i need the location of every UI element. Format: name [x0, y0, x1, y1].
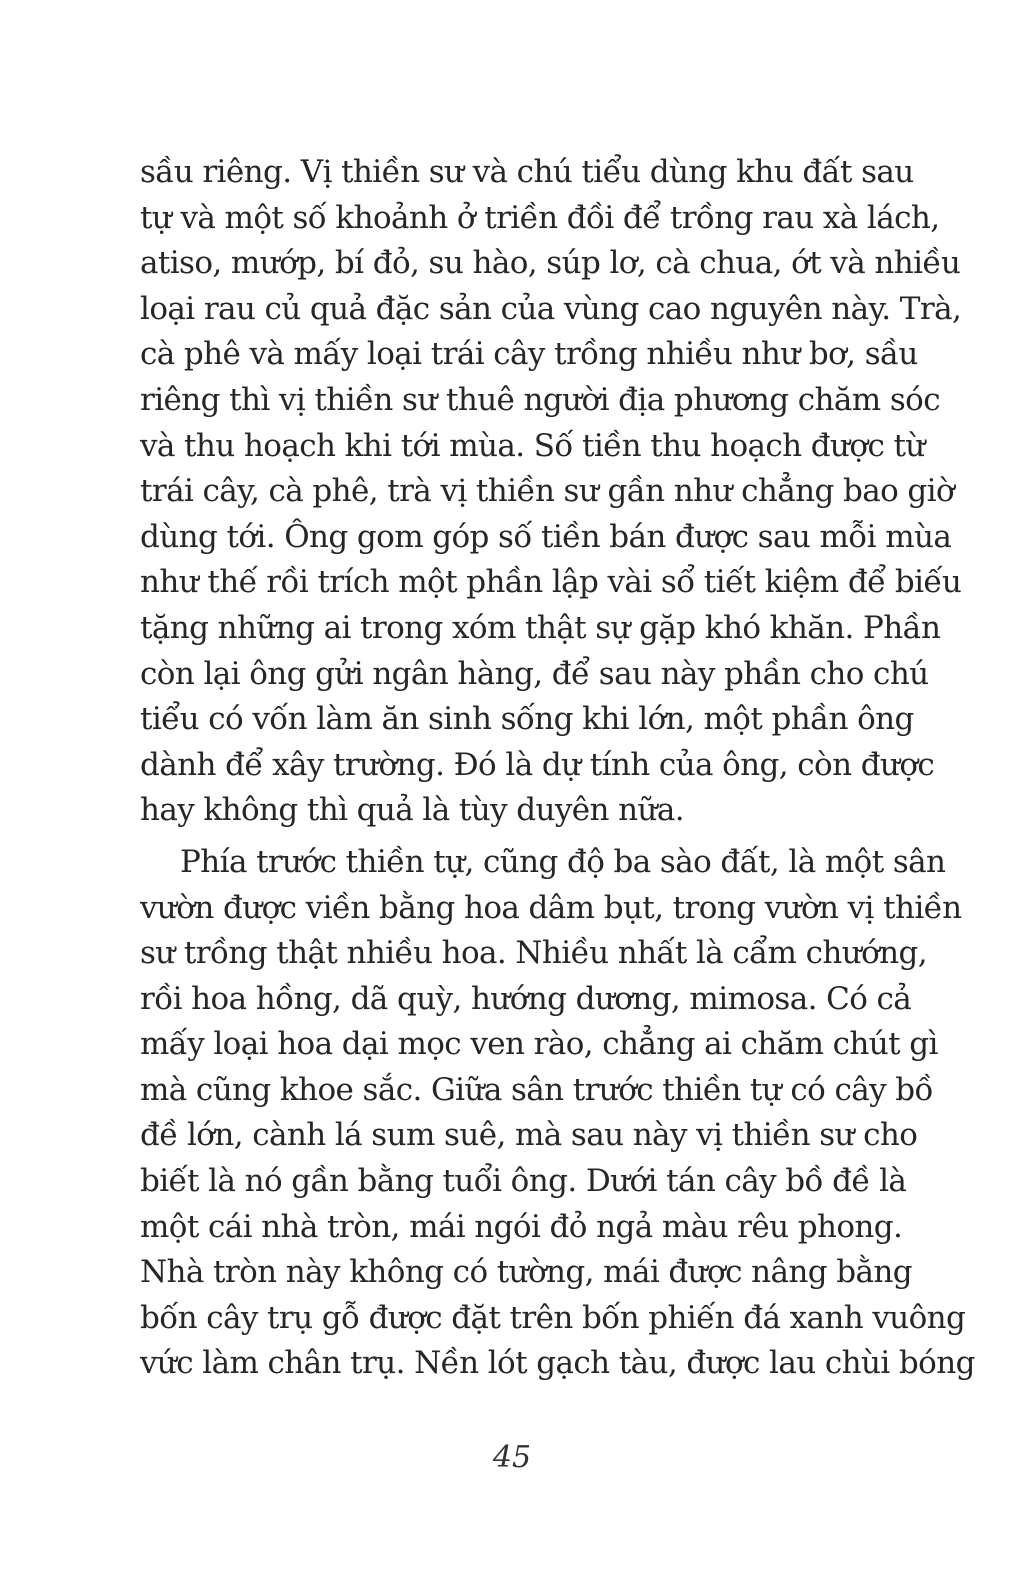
text-line: biết là nó gần bằng tuổi ông. Dưới tán cây bồ đề là [140, 1163, 907, 1200]
text-line: riêng thì vị thiền sư thuê người địa phương chăm sóc [140, 381, 940, 418]
text-line: dành để xây trường. Đó là dự tính của ông, còn được [140, 746, 935, 783]
text-line: dùng tới. Ông gom góp số tiền bán được sau mỗi mùa [140, 518, 952, 555]
text-line: tặng những ai trong xóm thật sự gặp khó khăn. Phần [140, 609, 941, 646]
text-line: cà phê và mấy loại trái cây trồng nhiều như bơ, sầu [140, 336, 918, 373]
text-line: một cái nhà tròn, mái ngói đỏ ngả màu rêu phong. [140, 1208, 903, 1245]
text-line: như thế rồi trích một phần lập vài sổ tiết kiệm để biếu [140, 564, 962, 601]
text-line: còn lại ông gửi ngân hàng, để sau này phần cho chú [140, 655, 929, 692]
text-line: mấy loại hoa dại mọc ven rào, chẳng ai chăm chút gì [140, 1026, 938, 1063]
page-number: 45 [492, 1440, 532, 1475]
text-line: sầu riêng. Vị thiền sư và chú tiểu dùng khu đất sau [140, 154, 914, 190]
text-line: rồi hoa hồng, dã quỳ, hướng dương, mimosa. Có cả [140, 980, 912, 1017]
text-line: hay không thì quả là tùy duyên nữa. [140, 792, 685, 829]
text-line: đề lớn, cành lá sum suê, mà sau này vị thiền sư cho [140, 1117, 918, 1154]
text-line: bốn cây trụ gỗ được đặt trên bốn phiến đá xanh vuông [140, 1299, 966, 1336]
text-line: tiểu có vốn làm ăn sinh sống khi lớn, một phần ông [140, 701, 914, 738]
body-text [140, 150, 975, 1387]
text-line: mà cũng khoe sắc. Giữa sân trước thiền tự có cây bồ [140, 1071, 933, 1108]
text-line: và thu hoạch khi tới mùa. Số tiền thu hoạch được từ [140, 427, 925, 464]
text-line: trái cây, cà phê, trà vị thiền sư gần như chẳng bao giờ [140, 473, 955, 510]
text-line: atiso, mướp, bí đỏ, su hào, súp lơ, cà chua, ớt và nhiều [140, 245, 961, 282]
paragraph-2 [140, 840, 975, 1387]
text-line: vức làm chân trụ. Nền lót gạch tàu, được lau chùi bóng [140, 1345, 975, 1382]
text-line: Phía trước thiền tự, cũng độ ba sào đất, là một sân [180, 843, 946, 880]
text-line: vườn được viền bằng hoa dâm bụt, trong vườn vị thiền [140, 889, 962, 926]
text-line: Nhà tròn này không có tường, mái được nâng bằng [140, 1254, 912, 1291]
text-line: tự và một số khoảnh ở triền đồi để trồng rau xà lách, [140, 199, 940, 236]
paragraph-1 [140, 150, 962, 834]
text-line: loại rau củ quả đặc sản của vùng cao nguyên này. Trà, [140, 290, 962, 327]
text-line: sư trồng thật nhiều hoa. Nhiều nhất là cẩm chướng, [140, 935, 928, 972]
